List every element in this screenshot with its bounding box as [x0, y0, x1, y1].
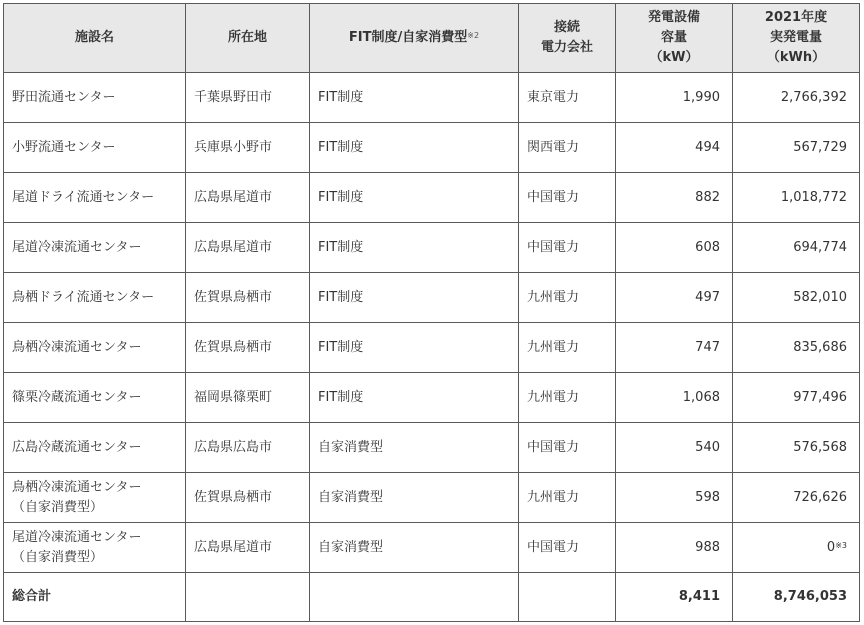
facility-location: 広島県尾道市 — [186, 173, 310, 223]
facility-name — [4, 523, 186, 573]
facility-output — [733, 173, 860, 223]
header-output-line2: 実発電量 — [769, 30, 822, 45]
header-location: 所在地 — [186, 4, 310, 73]
facility-location: 佐賀県鳥栖市 — [186, 323, 310, 373]
facility-location: 千葉県野田市 — [186, 73, 310, 123]
facility-output-value: 567,729 — [793, 139, 847, 155]
total-row — [4, 573, 860, 622]
table-row — [4, 373, 860, 423]
facility-name-line: 野田流通センター — [12, 89, 116, 105]
facility-location: 広島県尾道市 — [186, 223, 310, 273]
facility-scheme: FIT制度 — [310, 173, 519, 223]
facility-location: 福岡県篠栗町 — [186, 373, 310, 423]
facility-capacity: 540 — [616, 423, 733, 473]
facility-output — [733, 473, 860, 523]
facility-name-line: 小野流通センター — [12, 139, 116, 155]
header-row — [4, 4, 860, 73]
header-scheme-label: FIT制度/自家消費型 — [348, 30, 468, 45]
header-utility-line1: 接続 — [553, 20, 580, 35]
facility-output-value: 1,018,772 — [780, 189, 847, 205]
header-capacity-line1: 発電設備 — [647, 10, 700, 25]
table-row — [4, 323, 860, 373]
facility-utility: 東京電力 — [519, 73, 616, 123]
facility-output-value: 576,568 — [793, 439, 847, 455]
table-row — [4, 123, 860, 173]
table-row — [4, 523, 860, 573]
table-row — [4, 473, 860, 523]
facility-name — [4, 173, 186, 223]
facility-utility: 九州電力 — [519, 273, 616, 323]
facility-name-line: 尾道冷凍流通センター — [12, 529, 142, 545]
facility-location: 広島県尾道市 — [186, 523, 310, 573]
facility-output-value: 694,774 — [793, 239, 847, 255]
facility-output-footnote: ※3 — [835, 540, 847, 550]
facility-utility: 九州電力 — [519, 323, 616, 373]
header-output-line1: 2021年度 — [764, 10, 828, 25]
facility-name — [4, 423, 186, 473]
facility-utility: 九州電力 — [519, 473, 616, 523]
facility-capacity: 1,068 — [616, 373, 733, 423]
facility-name-line: 鳥栖冷凍流通センター — [12, 479, 142, 495]
table-row — [4, 273, 860, 323]
facility-capacity: 598 — [616, 473, 733, 523]
header-capacity — [616, 4, 733, 73]
facility-scheme: FIT制度 — [310, 323, 519, 373]
header-utility — [519, 4, 616, 73]
facility-output-value: 835,686 — [793, 339, 847, 355]
facility-output — [733, 273, 860, 323]
facility-scheme: 自家消費型 — [310, 423, 519, 473]
facility-scheme: FIT制度 — [310, 373, 519, 423]
header-facility: 施設名 — [4, 4, 186, 73]
facility-capacity: 608 — [616, 223, 733, 273]
facility-output — [733, 373, 860, 423]
facility-location: 広島県広島市 — [186, 423, 310, 473]
header-capacity-line2: 容量 — [660, 30, 687, 45]
facility-utility: 中国電力 — [519, 523, 616, 573]
header-scheme-footnote: ※2 — [467, 31, 480, 40]
facility-scheme: 自家消費型 — [310, 523, 519, 573]
total-scheme-empty — [310, 573, 519, 622]
total-utility-empty — [519, 573, 616, 622]
facility-name-line: 鳥栖ドライ流通センター — [12, 289, 155, 305]
header-output — [733, 4, 860, 73]
facility-capacity: 497 — [616, 273, 733, 323]
facility-name — [4, 373, 186, 423]
facility-scheme: FIT制度 — [310, 223, 519, 273]
facility-name-line: 鳥栖冷凍流通センター — [12, 339, 142, 355]
header-utility-line2: 電力会社 — [540, 40, 593, 55]
facility-output — [733, 423, 860, 473]
facility-output — [733, 223, 860, 273]
table-row — [4, 173, 860, 223]
facility-name-line: （自家消費型） — [12, 499, 104, 515]
total-output: 8,746,053 — [733, 573, 860, 622]
facility-utility: 中国電力 — [519, 173, 616, 223]
table-body — [4, 73, 860, 622]
header-capacity-line3: （kW） — [649, 50, 699, 65]
facility-output — [733, 523, 860, 573]
facility-name — [4, 273, 186, 323]
facility-location: 佐賀県鳥栖市 — [186, 273, 310, 323]
table-row — [4, 423, 860, 473]
header-scheme — [310, 4, 519, 73]
solar-facility-table-container — [3, 3, 860, 622]
total-location-empty — [186, 573, 310, 622]
facility-name-line: 尾道冷凍流通センター — [12, 239, 142, 255]
facility-name — [4, 323, 186, 373]
facility-scheme: 自家消費型 — [310, 473, 519, 523]
facility-name — [4, 123, 186, 173]
facility-output — [733, 123, 860, 173]
total-capacity: 8,411 — [616, 573, 733, 622]
facility-name-line: 篠栗冷蔵流通センター — [12, 389, 142, 405]
facility-name — [4, 473, 186, 523]
facility-output-value: 0 — [826, 539, 836, 555]
table-header — [4, 4, 860, 73]
facility-utility: 九州電力 — [519, 373, 616, 423]
facility-scheme: FIT制度 — [310, 273, 519, 323]
facility-name-line: 広島冷蔵流通センター — [12, 439, 142, 455]
facility-scheme: FIT制度 — [310, 123, 519, 173]
facility-utility: 関西電力 — [519, 123, 616, 173]
facility-output-value: 726,626 — [793, 489, 847, 505]
facility-capacity: 747 — [616, 323, 733, 373]
facility-output-value: 582,010 — [793, 289, 847, 305]
facility-output — [733, 73, 860, 123]
facility-name-line: （自家消費型） — [12, 549, 104, 565]
facility-name-line: 尾道ドライ流通センター — [12, 189, 155, 205]
total-label: 総合計 — [4, 573, 186, 622]
facility-output — [733, 323, 860, 373]
facility-output-value: 2,766,392 — [780, 89, 847, 105]
facility-location: 佐賀県鳥栖市 — [186, 473, 310, 523]
facility-location: 兵庫県小野市 — [186, 123, 310, 173]
facility-capacity: 494 — [616, 123, 733, 173]
facility-capacity: 882 — [616, 173, 733, 223]
facility-scheme: FIT制度 — [310, 73, 519, 123]
solar-facility-table — [3, 3, 860, 622]
facility-capacity: 1,990 — [616, 73, 733, 123]
table-row — [4, 73, 860, 123]
facility-name — [4, 73, 186, 123]
facility-utility: 中国電力 — [519, 223, 616, 273]
facility-name — [4, 223, 186, 273]
table-row — [4, 223, 860, 273]
facility-output-value: 977,496 — [793, 389, 847, 405]
facility-utility: 中国電力 — [519, 423, 616, 473]
header-output-line3: （kWh） — [766, 50, 826, 65]
facility-capacity: 988 — [616, 523, 733, 573]
